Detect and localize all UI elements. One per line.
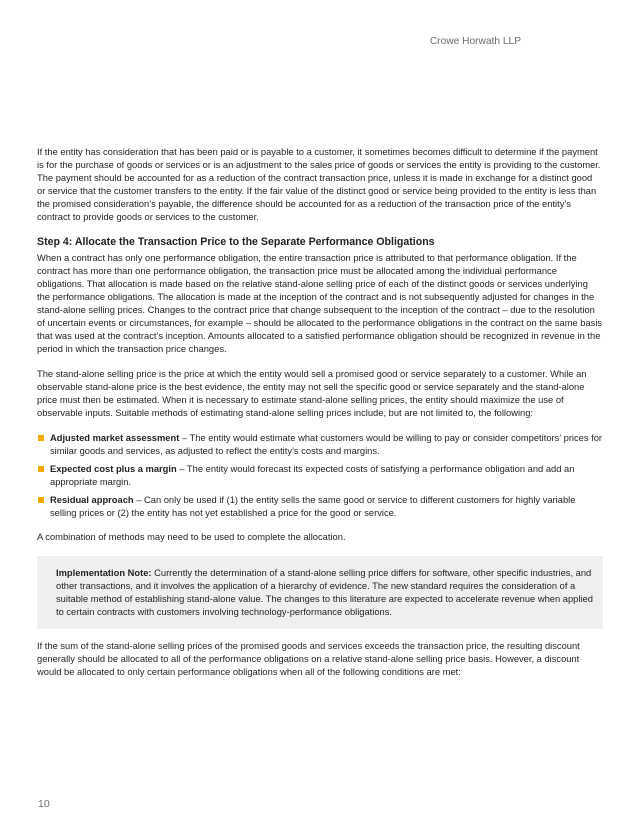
paragraph-consideration: If the entity has consideration that has been paid or is payable to a customer, it sometimes becomes difficult to determine if the payment is for the purchase of goods or services or is an adjustment to the sales price of goods or services the entity is providing to the customer. The payment should be accounted for as a reduction of the contract transaction price, unless it is made in exchange for a distinct good or service that the customer transfers to the entity. If the fair value of the distinct good or service being provided to the entity is less than the promised consideration’s payable, the difference should be accounted for as a reduction of the transaction price of the entity’s contract to provide goods or services to the customer. — [37, 147, 601, 223]
note-label: Implementation Note: — [56, 567, 152, 578]
list-item — [37, 463, 603, 489]
page-number: 10 — [38, 798, 50, 810]
paragraph-discount: If the sum of the stand-alone selling prices of the promised goods and services exceeds the transaction price, the resulting discount generally should be allocated to all of the performance obligations on a relative stand-alone selling price basis. However, a discount would be allocated to only certain performance obligations when all of the following conditions are met: — [37, 641, 580, 678]
section-heading-step4: Step 4: Allocate the Transaction Price to the Separate Performance Obligations — [37, 236, 435, 249]
bullet-term: Residual approach — [50, 495, 134, 506]
bullet-square-icon — [38, 466, 44, 472]
methods-list — [37, 432, 603, 521]
bullet-term: Expected cost plus a margin — [50, 463, 177, 474]
bullet-square-icon — [38, 497, 44, 503]
bullet-text: – Can only be used if (1) the entity sells the same good or service to different customers for highly variable selling prices or (2) the entity has not yet established a price for the good or service. — [50, 495, 576, 519]
paragraph-allocation: When a contract has only one performance obligation, the entire transaction price is attributed to that performance obligation. If the contract has more than one performance obligation, the transaction price must be allocated among the individual performance obligations. That allocation is made based on the relative stand-alone selling price of each of the distinct goods or services underlying the performance obligations. The allocation is made at the inception of the contract and is not subsequently adjusted for changes in the stand-alone selling prices. Changes to the contract price that change subsequent to the inception of the contract – due to the resolution of uncertain events or circumstances, for example – should be allocated to the performance obligations in the contract on the same basis that was used at the contract’s inception. Amounts allocated to a satisfied performance obligation should be recognized in revenue in the period in which the transaction price changes. — [37, 252, 603, 355]
implementation-note-box — [37, 556, 603, 629]
bullet-text: – The entity would forecast its expected costs of satisfying a performance obligation and add an appropriate margin. — [50, 463, 575, 487]
note-text: Currently the determination of a stand-alone selling price differs for software, other specific industries, and other transactions, and it involves the application of a hierarchy of evidence. The new standard requires the consideration of a suitable method of establishing stand-alone value. The changes to this literature are expected to accelerate revenue when applied to certain contracts with customers involving technology-performance obligations. — [56, 567, 593, 618]
list-item — [37, 494, 603, 520]
bullet-square-icon — [38, 435, 44, 441]
list-item — [37, 432, 603, 458]
document-body — [37, 146, 603, 691]
paragraph-standalone-price: The stand-alone selling price is the price at which the entity would sell a promised good or service separately to a customer. While an observable stand-alone price is the best evidence, the entity may not sell the specific good or service separately and the stand-alone price must then be estimated. When it is necessary to estimate stand-alone selling prices, the entity should maximize the use of observable inputs. Suitable methods of estimating stand-alone selling prices include, but are not limited to, the following: — [37, 368, 587, 419]
bullet-term: Adjusted market assessment — [50, 432, 180, 443]
header-company-name: Crowe Horwath LLP — [429, 36, 521, 47]
bullet-text: – The entity would estimate what customers would be willing to pay or consider competitors’ prices for similar goods and services, as adjusted to reflect the entity’s costs and margins. — [50, 432, 603, 456]
paragraph-combination: A combination of methods may need to be used to complete the allocation. — [37, 532, 346, 543]
